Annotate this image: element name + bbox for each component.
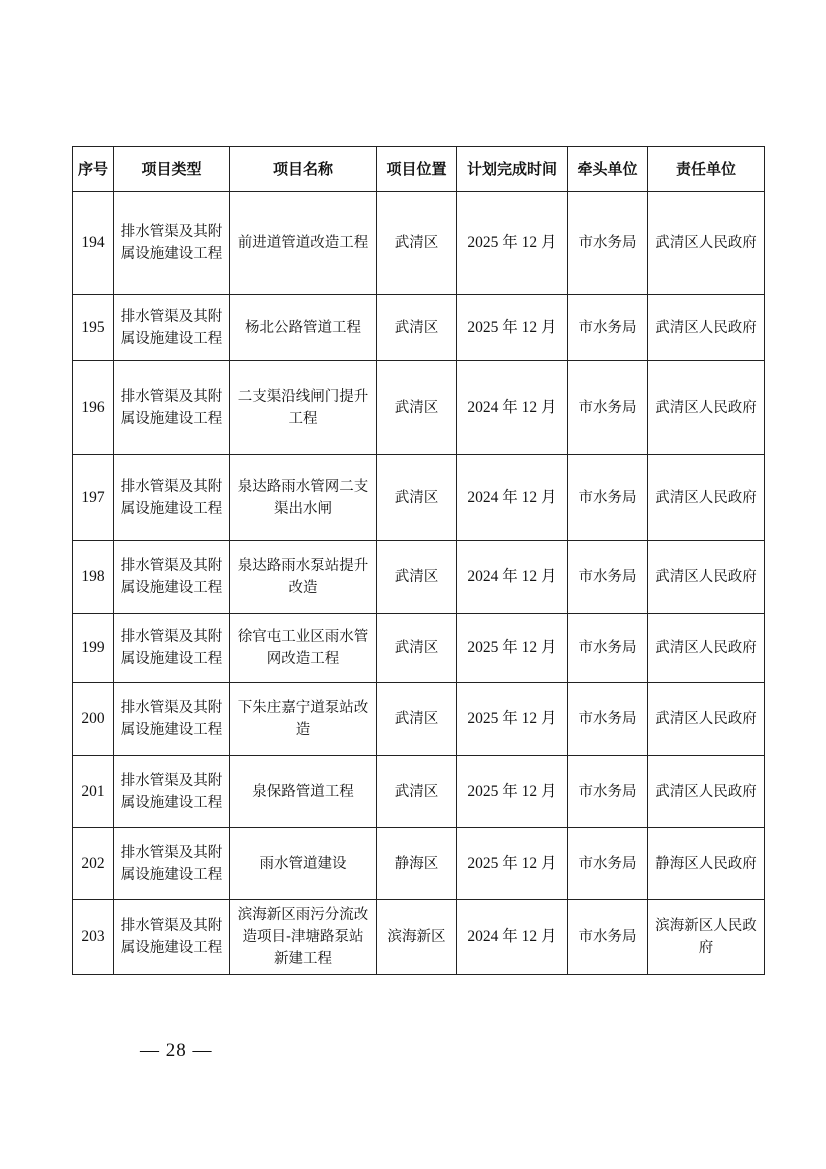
table-row: [73, 683, 765, 756]
cell-type: 排水管渠及其附属设施建设工程: [114, 614, 230, 683]
cell-no: 203: [73, 900, 114, 975]
cell-time: 2024 年 12 月: [457, 455, 568, 541]
cell-name: 前进道管道改造工程: [230, 192, 377, 295]
cell-time: 2025 年 12 月: [457, 192, 568, 295]
cell-lead: 市水务局: [568, 614, 648, 683]
cell-time: 2025 年 12 月: [457, 828, 568, 900]
cell-type: 排水管渠及其附属设施建设工程: [114, 756, 230, 828]
cell-time: 2025 年 12 月: [457, 756, 568, 828]
cell-resp: 武清区人民政府: [648, 192, 765, 295]
cell-name: 二支渠沿线闸门提升工程: [230, 361, 377, 455]
cell-no: 198: [73, 541, 114, 614]
table-row: [73, 541, 765, 614]
cell-location: 武清区: [377, 295, 457, 361]
cell-resp: 武清区人民政府: [648, 295, 765, 361]
cell-type: 排水管渠及其附属设施建设工程: [114, 361, 230, 455]
header-name: 项目名称: [230, 147, 377, 192]
cell-location: 武清区: [377, 614, 457, 683]
table-row: [73, 614, 765, 683]
cell-no: 194: [73, 192, 114, 295]
cell-time: 2025 年 12 月: [457, 295, 568, 361]
cell-resp: 武清区人民政府: [648, 541, 765, 614]
table-row: [73, 828, 765, 900]
table-row: [73, 756, 765, 828]
table-row: [73, 295, 765, 361]
cell-name: 滨海新区雨污分流改造项目-津塘路泵站新建工程: [230, 900, 377, 975]
cell-location: 武清区: [377, 541, 457, 614]
cell-resp: 武清区人民政府: [648, 614, 765, 683]
cell-lead: 市水务局: [568, 455, 648, 541]
cell-location: 武清区: [377, 683, 457, 756]
cell-name: 下朱庄嘉宁道泵站改造: [230, 683, 377, 756]
cell-resp: 武清区人民政府: [648, 455, 765, 541]
cell-location: 滨海新区: [377, 900, 457, 975]
cell-time: 2024 年 12 月: [457, 900, 568, 975]
cell-name: 泉保路管道工程: [230, 756, 377, 828]
header-time: 计划完成时间: [457, 147, 568, 192]
table-header-row: [73, 147, 765, 192]
header-resp: 责任单位: [648, 147, 765, 192]
page-number: — 28 —: [140, 1040, 213, 1061]
table-row: [73, 192, 765, 295]
cell-no: 196: [73, 361, 114, 455]
cell-resp: 武清区人民政府: [648, 361, 765, 455]
cell-lead: 市水务局: [568, 541, 648, 614]
header-type: 项目类型: [114, 147, 230, 192]
cell-location: 武清区: [377, 756, 457, 828]
cell-lead: 市水务局: [568, 192, 648, 295]
header-no: 序号: [73, 147, 114, 192]
cell-name: 泉达路雨水泵站提升改造: [230, 541, 377, 614]
cell-location: 静海区: [377, 828, 457, 900]
cell-no: 195: [73, 295, 114, 361]
cell-time: 2024 年 12 月: [457, 541, 568, 614]
project-table: [72, 146, 765, 975]
header-lead: 牵头单位: [568, 147, 648, 192]
cell-name: 徐官屯工业区雨水管网改造工程: [230, 614, 377, 683]
cell-location: 武清区: [377, 192, 457, 295]
cell-no: 202: [73, 828, 114, 900]
table-row: [73, 361, 765, 455]
cell-type: 排水管渠及其附属设施建设工程: [114, 455, 230, 541]
cell-location: 武清区: [377, 361, 457, 455]
cell-type: 排水管渠及其附属设施建设工程: [114, 828, 230, 900]
cell-no: 200: [73, 683, 114, 756]
cell-type: 排水管渠及其附属设施建设工程: [114, 541, 230, 614]
cell-resp: 武清区人民政府: [648, 683, 765, 756]
cell-lead: 市水务局: [568, 683, 648, 756]
cell-resp: 滨海新区人民政府: [648, 900, 765, 975]
cell-lead: 市水务局: [568, 900, 648, 975]
cell-type: 排水管渠及其附属设施建设工程: [114, 295, 230, 361]
cell-resp: 静海区人民政府: [648, 828, 765, 900]
table-row: [73, 900, 765, 975]
cell-resp: 武清区人民政府: [648, 756, 765, 828]
header-location: 项目位置: [377, 147, 457, 192]
cell-no: 199: [73, 614, 114, 683]
cell-type: 排水管渠及其附属设施建设工程: [114, 900, 230, 975]
cell-no: 201: [73, 756, 114, 828]
cell-lead: 市水务局: [568, 828, 648, 900]
cell-type: 排水管渠及其附属设施建设工程: [114, 683, 230, 756]
cell-lead: 市水务局: [568, 295, 648, 361]
cell-name: 泉达路雨水管网二支渠出水闸: [230, 455, 377, 541]
table-row: [73, 455, 765, 541]
cell-lead: 市水务局: [568, 756, 648, 828]
cell-name: 杨北公路管道工程: [230, 295, 377, 361]
cell-no: 197: [73, 455, 114, 541]
cell-location: 武清区: [377, 455, 457, 541]
cell-time: 2024 年 12 月: [457, 361, 568, 455]
cell-time: 2025 年 12 月: [457, 683, 568, 756]
cell-type: 排水管渠及其附属设施建设工程: [114, 192, 230, 295]
cell-name: 雨水管道建设: [230, 828, 377, 900]
cell-lead: 市水务局: [568, 361, 648, 455]
cell-time: 2025 年 12 月: [457, 614, 568, 683]
